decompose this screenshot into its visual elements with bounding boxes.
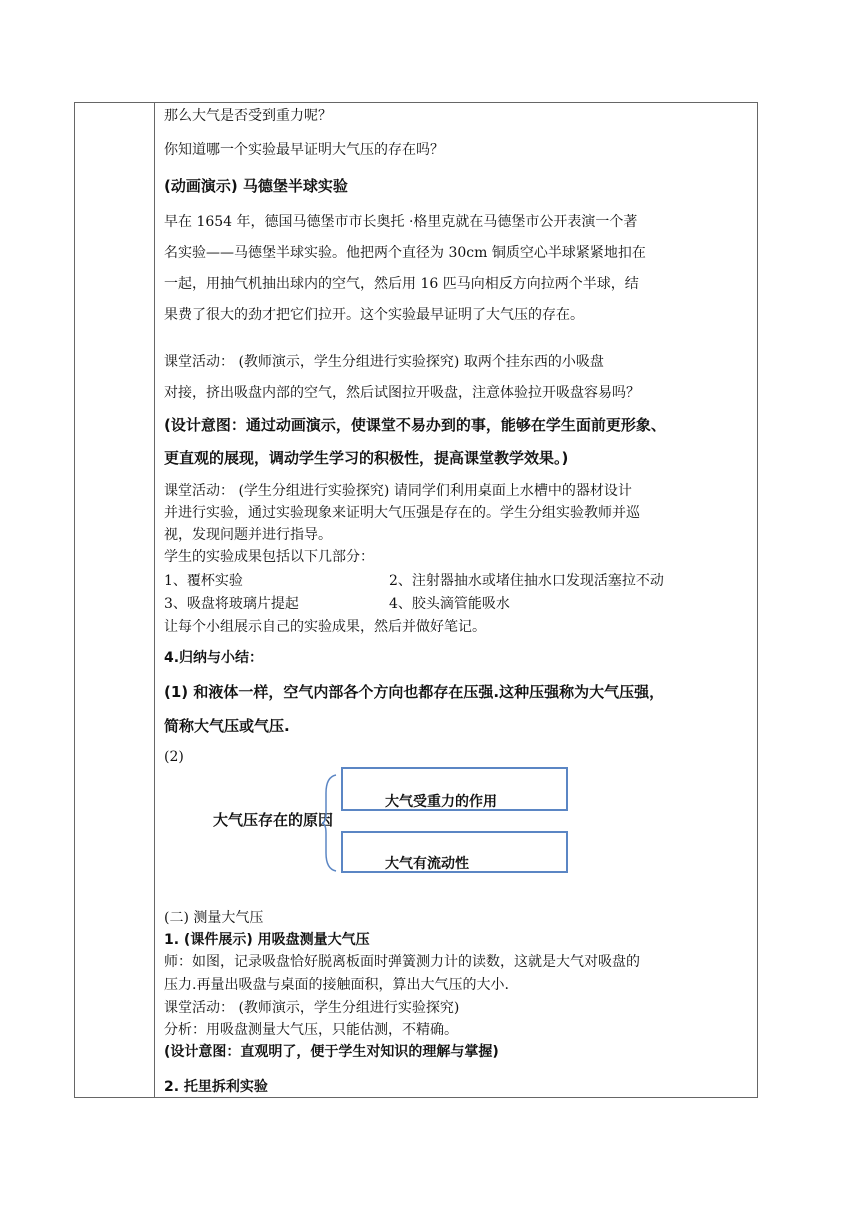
column-divider (154, 103, 155, 1097)
question-1: 那么大气是否受到重力呢？ (164, 108, 332, 124)
section-heading: (二) 测量大气压 (164, 910, 264, 926)
summary-point-2: (2) (164, 749, 184, 765)
measure-heading: 1. (课件展示) 用吸盘测量大气压 (164, 932, 370, 948)
animation-heading: (动画演示) 马德堡半球实验 (164, 177, 348, 195)
paragraph-line: 课堂活动： (教师演示，学生分组进行实验探究) (164, 1000, 460, 1016)
result-item-3: 3、吸盘将玻璃片提起 (164, 596, 299, 612)
cause-box-gravity (341, 767, 568, 811)
paragraph-line: 并进行实验，通过实验现象来证明大气压强是存在的。学生分组实验教师并巡 (164, 505, 640, 521)
paragraph-line: 视，发现问题并进行指导。 (164, 527, 332, 543)
design-intent: 更直观的展现，调动学生学习的积极性，提高课堂教学效果。) (164, 449, 569, 467)
summary-heading: 4.归纳与小结： (164, 650, 264, 666)
brace-icon (322, 773, 338, 873)
lesson-table (74, 102, 758, 1098)
torricelli-heading: 2. 托里拆利实验 (164, 1079, 268, 1095)
paragraph-line: 课堂活动： (教师演示，学生分组进行实验探究) 取两个挂东西的小吸盘 (164, 354, 604, 370)
results-intro: 学生的实验成果包括以下几部分： (164, 549, 374, 565)
paragraph-line: 早在 1654 年，德国马德堡市市长奥托 ·格里克就在马德堡市公开表演一个著 (164, 214, 638, 230)
design-intent: (设计意图：通过动画演示，使课堂不易办到的事，能够在学生面前更形象、 (164, 416, 666, 434)
paragraph-line: 对接，挤出吸盘内部的空气，然后试图拉开吸盘，注意体验拉开吸盘容易吗？ (164, 385, 640, 401)
paragraph-line: 一起，用抽气机抽出球内的空气，然后用 16 匹马向相反方向拉两个半球，结 (164, 276, 639, 292)
cause-box-text: 大气受重力的作用 (385, 794, 497, 810)
paragraph-line: 课堂活动： (学生分组进行实验探究) 请同学们利用桌面上水槽中的器材设计 (164, 483, 632, 499)
result-item-1: 1、覆杯实验 (164, 573, 243, 589)
paragraph-line: 果费了很大的劲才把它们拉开。这个实验最早证明了大气压的存在。 (164, 307, 584, 323)
summary-point-1: (1) 和液体一样，空气内部各个方向也都存在压强.这种压强称为大气压强， (164, 683, 665, 701)
summary-point-1: 简称大气压或气压. (164, 717, 290, 735)
paragraph-line: 师：如图，记录吸盘恰好脱离板面时弹簧测力计的读数，这就是大气对吸盘的 (164, 954, 640, 970)
question-2: 你知道哪一个实验最早证明大气压的存在吗？ (164, 142, 444, 158)
paragraph-line: 名实验——马德堡半球实验。他把两个直径为 30cm 铜质空心半球紧紧地扣在 (164, 245, 646, 261)
result-item-2: 2、注射器抽水或堵住抽水口发现活塞拉不动 (389, 573, 664, 589)
paragraph-line: 让每个小组展示自己的实验成果，然后并做好笔记。 (164, 619, 486, 635)
cause-label: 大气压存在的原因 (213, 811, 334, 829)
paragraph-line: 压力.再量出吸盘与桌面的接触面积，算出大气压的大小. (164, 977, 509, 993)
design-intent: (设计意图：直观明了，便于学生对知识的理解与掌握) (164, 1044, 499, 1060)
paragraph-line: 分析：用吸盘测量大气压，只能估测，不精确。 (164, 1022, 458, 1038)
cause-box-text: 大气有流动性 (385, 856, 469, 872)
cause-box-flow (341, 831, 568, 873)
result-item-4: 4、胶头滴管能吸水 (389, 596, 510, 612)
